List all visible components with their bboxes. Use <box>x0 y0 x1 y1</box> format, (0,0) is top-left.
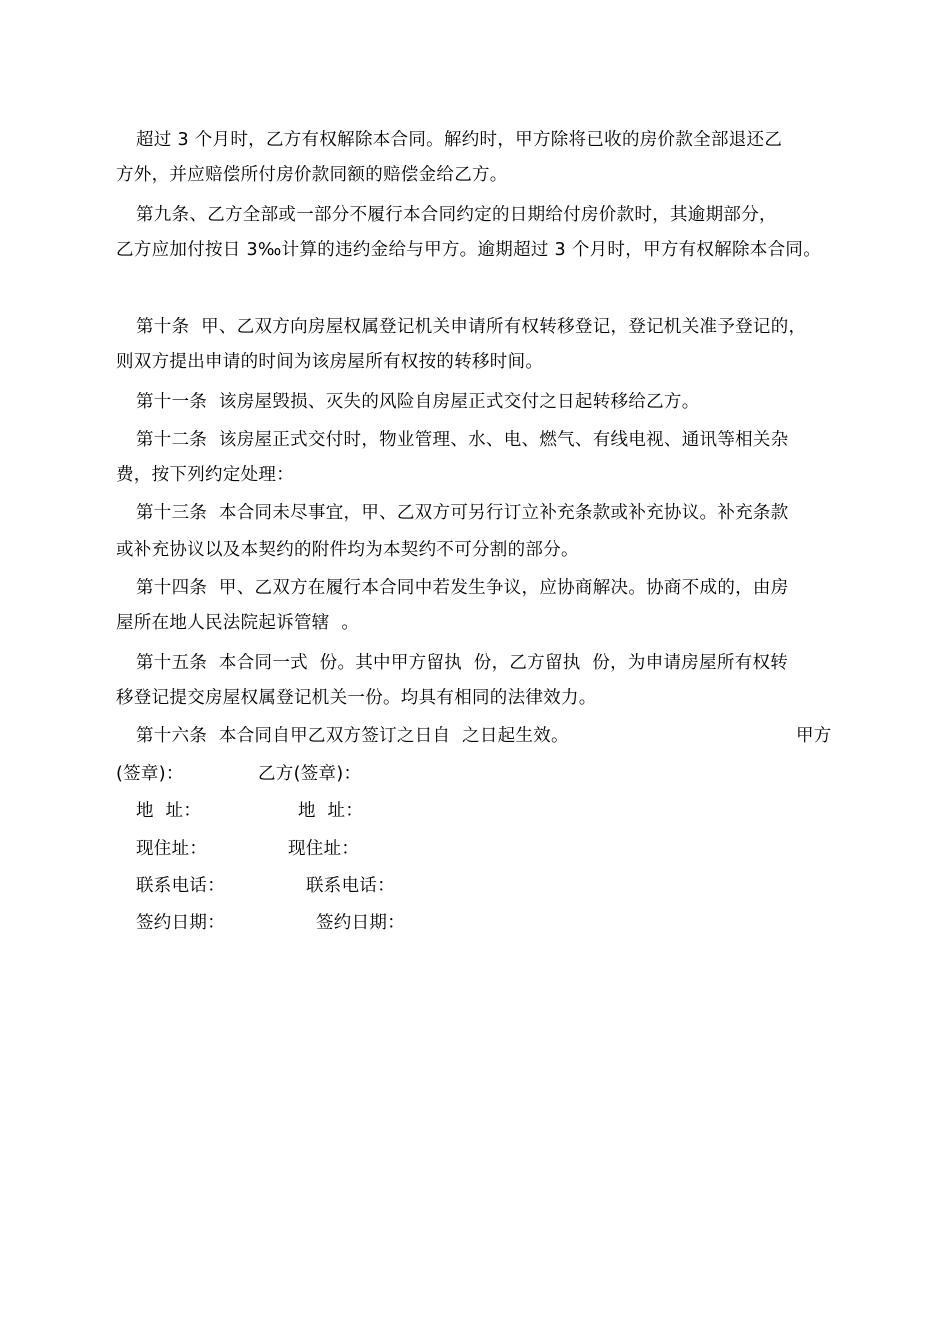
clause-15-line-1: 第十五条 本合同一式 份。其中甲方留执 份，乙方留执 份，为申请房屋所有权转 <box>136 653 789 673</box>
clause-9-line-1: 第九条、乙方全部或一部分不履行本合同约定的日期给付房价款时，其逾期部分， <box>136 205 777 225</box>
clause-12-line-1: 第十二条 该房屋正式交付时，物业管理、水、电、燃气、有线电视、通讯等相关杂 <box>136 430 789 450</box>
party-a-address-label: 地 址： <box>136 801 202 821</box>
clause-8-cont-line-1: 超过 3 个月时，乙方有权解除本合同。解约时，甲方除将已收的房价款全部退还乙 <box>136 130 783 150</box>
party-b-date-label: 签约日期： <box>316 913 405 933</box>
party-b-address-label: 地 址： <box>298 801 364 821</box>
party-a-residence-label: 现住址： <box>136 839 208 859</box>
clause-10-line-1: 第十条 甲、乙双方向房屋权属登记机关申请所有权转移登记，登记机关准予登记的， <box>136 317 807 337</box>
party-b-seal-label: 乙方(签章)： <box>258 764 362 784</box>
clause-13-line-2: 或补充协议以及本契约的附件均为本契约不可分割的部分。 <box>116 540 579 560</box>
party-b-residence-label: 现住址： <box>288 839 360 859</box>
party-a-date-label: 签约日期： <box>136 913 225 933</box>
clause-14-line-1: 第十四条 甲、乙双方在履行本合同中若发生争议，应协商解决。协商不成的，由房 <box>136 578 789 598</box>
clause-12-line-2: 费，按下列约定处理： <box>116 465 294 485</box>
clause-8-cont-line-2: 方外，并应赔偿所付房价款同额的赔偿金给乙方。 <box>116 165 508 185</box>
clause-14-line-2: 屋所在地人民法院起诉管辖 。 <box>116 613 360 633</box>
clause-11-line-1: 第十一条 该房屋毁损、灭失的风险自房屋正式交付之日起转移给乙方。 <box>136 392 700 412</box>
party-a-phone-label: 联系电话： <box>136 876 225 896</box>
clause-9-line-2: 乙方应加付按日 3‰计算的违约金给与甲方。逾期超过 3 个月时，甲方有权解除本合同。 <box>116 240 822 260</box>
party-a-label: 甲方 <box>796 726 832 746</box>
clause-15-line-2: 移登记提交房屋权属登记机关一份。均具有相同的法律效力。 <box>116 688 597 708</box>
clause-16-line-1: 第十六条 本合同自甲乙双方签订之日自 之日起生效。 <box>136 726 569 746</box>
party-a-seal-label: (签章)： <box>116 764 184 784</box>
clause-13-line-1: 第十三条 本合同未尽事宜，甲、乙双方可另行订立补充条款或补充协议。补充条款 <box>136 503 789 523</box>
clause-10-line-2: 则双方提出申请的时间为该房屋所有权按的转移时间。 <box>116 352 544 372</box>
party-b-phone-label: 联系电话： <box>306 876 395 896</box>
